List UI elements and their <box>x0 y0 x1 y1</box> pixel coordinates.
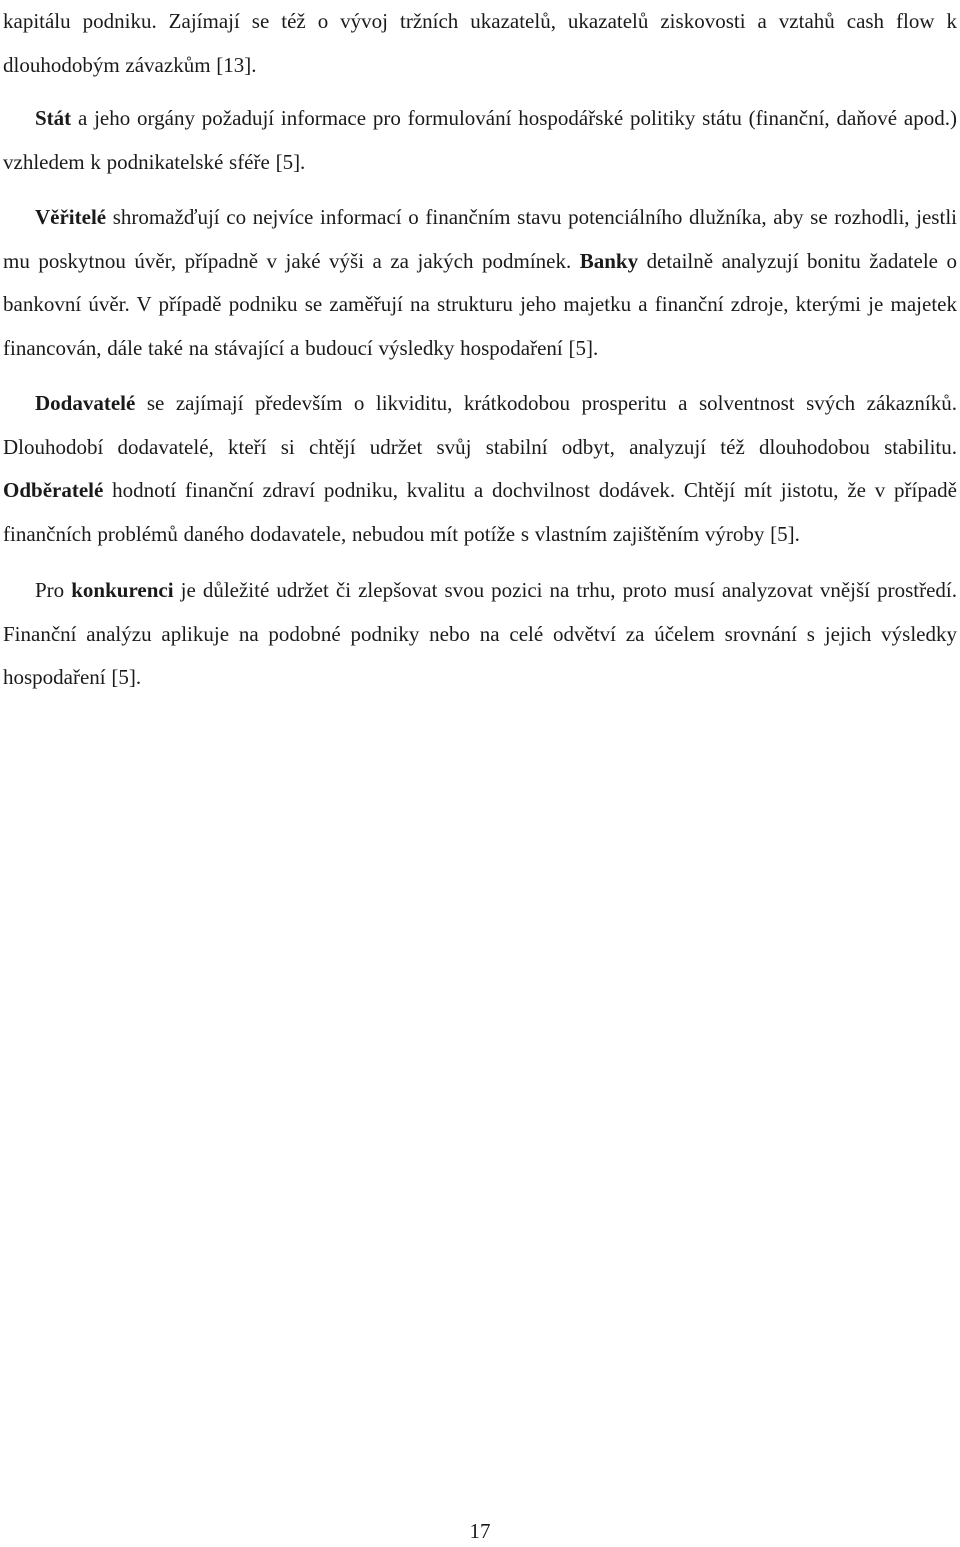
term-stat: Stát <box>35 106 72 130</box>
paragraph-veritele <box>3 196 957 370</box>
term-odberatele: Odběratelé <box>3 478 104 502</box>
text-run: kapitálu podniku. Zajímají se též o vývoj tržních ukazatelů, ukazatelů ziskovosti a vztahů cash flow k dlouhodobým závazkům [13]. <box>3 9 957 77</box>
text-run: se zajímají především o likviditu, krátkodobou prosperitu a solventnost svých zákazníků. Dlouhodobí dodavatelé, kteří si chtějí udržet svůj stabilní odbyt, analyzují též dlouhodobou stabilitu. <box>3 391 957 459</box>
text-run: hodnotí finanční zdraví podniku, kvalitu a dochvilnost dodávek. Chtějí mít jistotu, že v případě finančních problémů daného dodavatele, nebudou mít potíže s vlastním zajištěním výroby [5]. <box>3 478 957 546</box>
document-page <box>3 0 957 700</box>
text-run: Pro <box>35 578 72 602</box>
paragraph-konkurence <box>3 569 957 700</box>
paragraph-dodavatele <box>3 382 957 556</box>
text-run: a jeho orgány požadují informace pro formulování hospodářské politiky státu (finanční, daňové apod.) vzhledem k podnikatelské sféře [5]. <box>3 106 957 174</box>
text-run: detailně analyzují bonitu žadatele o bankovní úvěr. V případě podniku se zaměřují na strukturu jeho majetku a finanční zdroje, kterými je majetek financován, dále také na stávající a budoucí výsledky hospodaření [5]. <box>3 248 957 360</box>
term-veritele: Věřitelé <box>35 205 107 229</box>
paragraph-continuation <box>3 0 957 87</box>
term-banky: Banky <box>579 248 639 273</box>
page-number: 17 <box>469 1519 491 1543</box>
term-konkurence: konkurenci <box>71 578 174 602</box>
paragraph-stat <box>3 97 957 184</box>
text-run: je důležité udržet či zlepšovat svou pozici na trhu, proto musí analyzovat vnější prostředí. Finanční analýzu aplikuje na podobné podniky nebo na celé odvětví za účelem srovnání s jejich výsledky hospodaření [5]. <box>3 578 957 689</box>
text-run: shromažďují co nejvíce informací o finančním stavu potenciálního dlužníka, aby se rozhodli, jestli mu poskytnou úvěr, případně v jaké výši a za jakých podmínek. <box>3 205 957 273</box>
term-dodavatele: Dodavatelé <box>35 391 136 415</box>
